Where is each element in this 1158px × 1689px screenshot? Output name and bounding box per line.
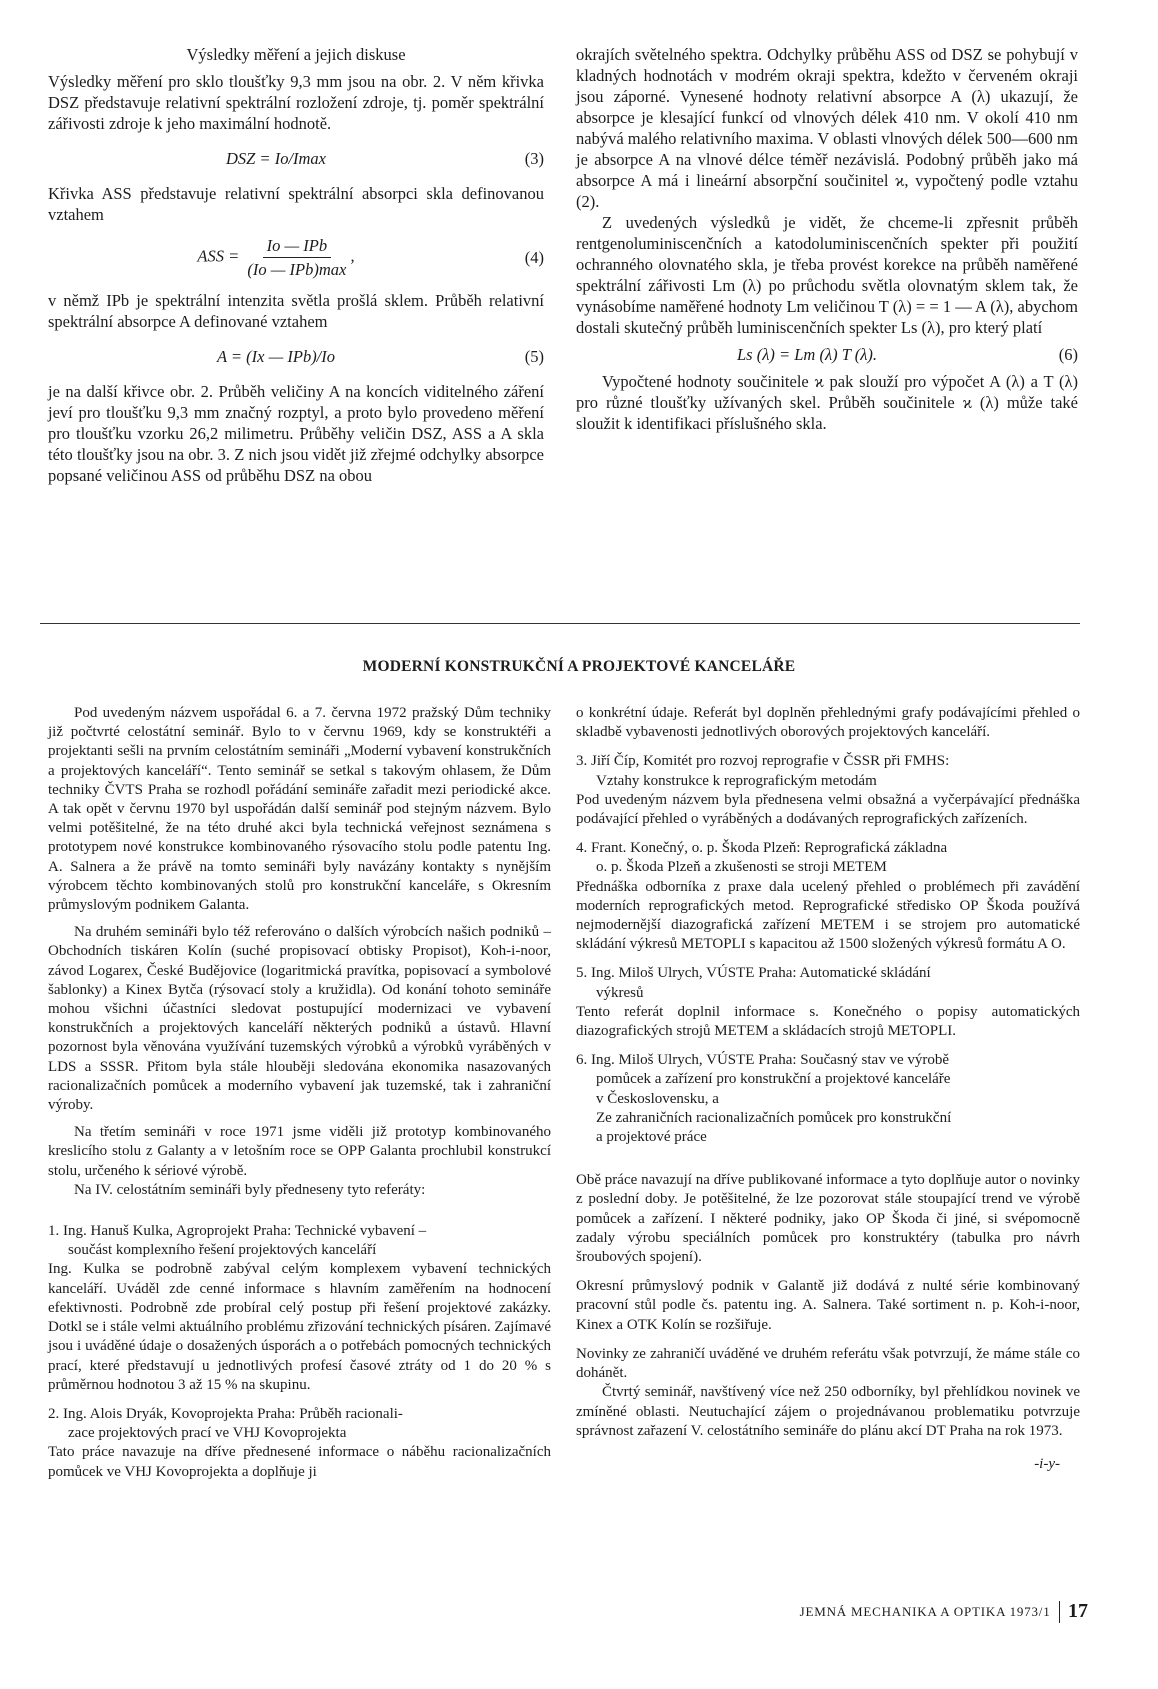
referat-body: Přednáška odborníka z praxe dala ucelený přehled o problémech při zavádění moderních reprografických metod. Reprografické středisko OP Škoda používá nejmodernější diazografická zařízení METEM i se strojem pro automatické skládání výkresů METOPLI s kapacitou až 1500 složených výkresů formátu A O.: [576, 878, 1080, 953]
referat-body: Pod uvedeným názvem byla přednesena velmi obsažná a vyčerpávající přednáška podávající přehled o vyráběných a dodávaných reprografických zařízeních.: [576, 791, 1080, 828]
referat-heading: 6. Ing. Miloš Ulrych, VÚSTE Praha: Současný stav ve výrobě: [576, 1052, 950, 1069]
equation-5: [48, 346, 544, 367]
equation-number: (5): [524, 347, 544, 366]
referat-1: [48, 1222, 551, 1395]
article-right-column: [576, 44, 1078, 434]
referat-heading-cont: v Československu, a: [596, 1090, 719, 1107]
referat-body: Ing. Kulka se podrobně zabýval celým komplexem vybavení technických kanceláří. Uváděl zde cenné informace s hlavním zaměřením na hodnocení efektivnosti. Podrobně zde probíral celý postup při řešení projektové zakázky. Dotkl se i stále velmi aktuálního problému zřizování technických písáren. Zajímavé jsou i uváděné údaje o dosažených úsporách a o potřebách pomocných technických prací, které představují u jednotlivých profesí časové ztráty od 1 do 20 % s průměrnou hodnotou 3 až 15 % na skupinu.: [48, 1261, 551, 1393]
paragraph: Okresní průmyslový podnik v Galantě již dodává z nulté série kombinovaný pracovní stůl podle čs. patentu ing. A. Salnera. Také sortiment n. p. Koh-i-noor, Kinex a OTK Kolín se rozšiřuje.: [576, 1278, 1080, 1333]
report-left-column: [48, 704, 551, 1482]
referat-body: Tento referát doplnil informace s. Konečného o popisy automatických diazografických strojů METEM a skládacích strojů METOPLI.: [576, 1003, 1080, 1040]
footer-divider: [1059, 1601, 1061, 1623]
referat-heading: 1. Ing. Hanuš Kulka, Agroprojekt Praha: Technické vybavení –: [48, 1223, 427, 1240]
referat-2: [48, 1405, 551, 1482]
equation-number: (3): [524, 149, 544, 168]
paragraph: v němž IPb je spektrální intenzita světla prošlá sklem. Průběh relativní spektrální absorpce A definované vztahem: [48, 291, 544, 331]
paragraph: o konkrétní údaje. Referát byl doplněn přehlednými grafy podávajícími přehled o skladbě vybavenosti jednotlivých oborových projektových kanceláří.: [576, 705, 1080, 741]
article-title: MODERNÍ KONSTRUKČNÍ A PROJEKTOVÉ KANCELÁŘE: [362, 658, 796, 675]
fraction: [247, 235, 346, 280]
equation-text: A = (Ix — IPb)/Io: [216, 347, 336, 366]
equation-6: [576, 344, 1078, 365]
referat-heading-cont: Ze zahraničních racionalizačních pomůcek pro konstrukční: [596, 1109, 952, 1126]
paragraph: Křivka ASS představuje relativní spektrální absorpci skla definovanou vztahem: [48, 184, 544, 224]
referat-heading: 4. Frant. Konečný, o. p. Škoda Plzeň: Reprografická základna: [576, 840, 948, 857]
referat-heading: 3. Jiří Číp, Komitét pro rozvoj reprografie v ČSSR při FMHS:: [576, 753, 950, 770]
equation-tail: ,: [350, 246, 355, 266]
referat-heading: 2. Ing. Alois Dryák, Kovoprojekta Praha: Průběh racionali-: [48, 1405, 403, 1422]
paragraph: okrajích světelného spektra. Odchylky průběhu ASS od DSZ se pohybují v kladných hodnotách v modrém okraji spektra, kdežto v červeném okraji jsou záporné. Vynesené hodnoty relativní absorpce A (λ) ukazují, že absorpce je klesající funkcí od vlnových délek 410 nm. V okolí 410 nm nabývá malého relativního maxima. V oblasti vlnových délek 500—600 nm je absorpce A na vlnové délce téměř nezávislá. Podobný průběh jako má absorpce A má i lineární absorpční součinitel ϰ, vypočtený podle vztahu (2).: [576, 45, 1078, 211]
paragraph: Vypočtené hodnoty součinitele ϰ pak slouží pro výpočet A (λ) a T (λ) pro různé tloušťky užívaných skel. Průběh součinitele ϰ (λ) může také sloužit k identifikaci příslušného skla.: [576, 372, 1078, 433]
equation-text: Ls (λ) = Lm (λ) T (λ).: [737, 345, 877, 364]
journal-name: JEMNÁ MECHANIKA A OPTIKA 1973/1: [799, 1603, 1051, 1619]
paragraph: Výsledky měření pro sklo tloušťky 9,3 mm jsou na obr. 2. V něm křivka DSZ představuje relativní spektrální rozložení zdroje, tj. poměr spektrální zářivosti zdroje k jeho maximální hodnotě.: [48, 72, 544, 133]
paragraph: Na druhém semináři bylo též referováno o dalších výrobcích našich podniků – Obchodních tiskáren Kolín (suché propisovací obtisky Propisot), Koh-i-noor, závod Logarex, České Budějovice (logaritmická pravítka, popisovací a symbolové šablonky) a Kinex Bytča (rýsovací stoly a kružidla). Od konání tohoto semináře mohou všichni účastníci sledovat postupující modernizaci ve vybavení konstrukčních a projektových kanceláří některých podniků a ústavů. Hlavní pozornost byla věnována využívání tuzemských výrobků a výrobků vyráběných v LDS a SSSR. Přitom byla stále hlouběji sledována ekonomika nasazovaných racionalizačních pomůcek a moderního vybavení jak tuzemské, tak i zahraniční výroby.: [48, 924, 551, 1114]
equation-number: (6): [1058, 345, 1078, 364]
page-number: 17: [1068, 1600, 1088, 1622]
equation-lhs: ASS =: [197, 246, 240, 266]
paragraph: Čtvrtý seminář, navštívený více než 250 odborníky, byl přehlídkou novinek ve zmíněné oblasti. Neutuchající zájem o projednávanou problematiku potvrzuje správnost zařazení V. celostátního semináře do plánu akcí DT Praha na rok 1973.: [576, 1384, 1080, 1439]
paragraph: Obě práce navazují na dříve publikované informace a tyto doplňuje autor o novinky z poslední doby. Je potěšitelné, že lze pozorovat stále stoupající trend ve výrobě pomůcek a zařízení. I některé podniky, jako OP Škoda či jiné, si svépomocně zadaly výrobu speciálních pomůcek pro konstruktéry (tabulka pro návrh šroubových spojení).: [576, 1172, 1080, 1266]
paragraph: Novinky ze zahraničí uváděné ve druhém referátu však potvrzují, že máme stále co dohánět.: [576, 1345, 1080, 1382]
referat-5: [576, 964, 1080, 1041]
referat-body: Tato práce navazuje na dříve přednesené informace o náběhu racionalizačních pomůcek ve VHJ Kovoprojekta a doplňuje ji: [48, 1444, 551, 1480]
fraction-denominator: (Io — IPb)max: [247, 260, 347, 279]
referat-heading-cont: Vztahy konstrukce k reprografickým metodám: [596, 772, 877, 789]
article-left-column: [48, 44, 544, 486]
referat-heading-cont: výkresů: [596, 984, 644, 1001]
paragraph: Na IV. celostátním semináři byly předneseny tyto referáty:: [74, 1181, 426, 1198]
section-divider: [40, 623, 1080, 624]
equation-3: [48, 148, 544, 169]
referat-heading-cont: zace projektových prací ve VHJ Kovoprojekta: [68, 1425, 347, 1442]
referat-heading-cont: o. p. Škoda Plzeň a zkušenosti se stroji METEM: [596, 859, 887, 876]
section-heading: Výsledky měření a jejich diskuse: [186, 45, 406, 64]
paragraph: Z uvedených výsledků je vidět, že chceme-li zpřesnit průběh rentgenoluminiscenčních a katodoluminiscenčních spekter při použití ochranného olovnatého skla, je třeba provést korekce na průběh naměřené spektrální zářivosti Lm (λ) po průchodu světla olovnatým sklem tak, že vynásobíme naměřené hodnoty Lm veličinou T (λ) = = 1 — A (λ), abychom dostali skutečný průběh luminiscenčních spekter Ls (λ), pro který platí: [576, 213, 1078, 337]
referat-4: [576, 839, 1080, 954]
report-right-column: [576, 704, 1080, 1474]
equation-4: [48, 235, 544, 280]
equation-number: (4): [524, 248, 544, 267]
referat-6: [576, 1051, 1080, 1147]
referat-heading-cont: součást komplexního řešení projektových kanceláří: [68, 1242, 377, 1259]
referat-heading-cont: a projektové práce: [596, 1129, 707, 1146]
paragraph: Pod uvedeným názvem uspořádal 6. a 7. června 1972 pražský Dům techniky již počtvrté celostátní seminář. Bylo to v červnu 1969, kdy se konstruktéři a projektanti sešli na prvním celostátním semináři „Moderní vybavení konstrukčních a projektových kanceláří“. Tento seminář se setkal s takovým ohlasem, že Dům techniky ČVTS Praha se rozhodl pořádání semináře zařadit mezi periodické akce. A tak opět v červnu 1970 byl uspořádán další seminář pod stejným názvem. Bylo velmi potěšitelné, že na této druhé akci byla technická veřejnost seznámena s prototypem nové konstrukce kombinovaného rýsovacího stolu podle patentu Ing. A. Salnera a že právě na tomto semináři byly navázány kontakty s nynějším výrobcem těchto kombinovaných stolů pro konstrukční kanceláře, s Okresním průmyslovým podnikem Galanta.: [48, 705, 551, 914]
paragraph: Na třetím semináři v roce 1971 jsme viděli již prototyp kombinovaného kreslicího stolu z Galanty a v letošním roce se OPP Galanta prochlubil konstrukcí stolu, určeného k sériové výrobě.: [48, 1124, 551, 1179]
fraction-numerator: Io — IPb: [263, 235, 332, 258]
referat-heading: 5. Ing. Miloš Ulrych, VÚSTE Praha: Automatické skládání: [576, 965, 931, 982]
paragraph: je na další křivce obr. 2. Průběh veličiny A na koncích viditelného záření jeví pro tloušťku 9,3 mm značný rozptyl, a proto bylo provedeno měření pro tloušťku vzorku 26,2 milimetru. Průběhy veličin DSZ, ASS a A skla této tloušťky jsou na obr. 3. Z nich jsou vidět již zřejmé odchylky absorpce popsané veličinou ASS od průběhu DSZ na obou: [48, 382, 544, 485]
referat-heading-cont: pomůcek a zařízení pro konstrukční a projektové kanceláře: [596, 1071, 951, 1088]
referat-3: [576, 752, 1080, 829]
author-signature: -i-y-: [1034, 1455, 1060, 1472]
equation-text: DSZ = Io/Imax: [225, 149, 327, 168]
page-footer: [800, 1600, 1088, 1623]
